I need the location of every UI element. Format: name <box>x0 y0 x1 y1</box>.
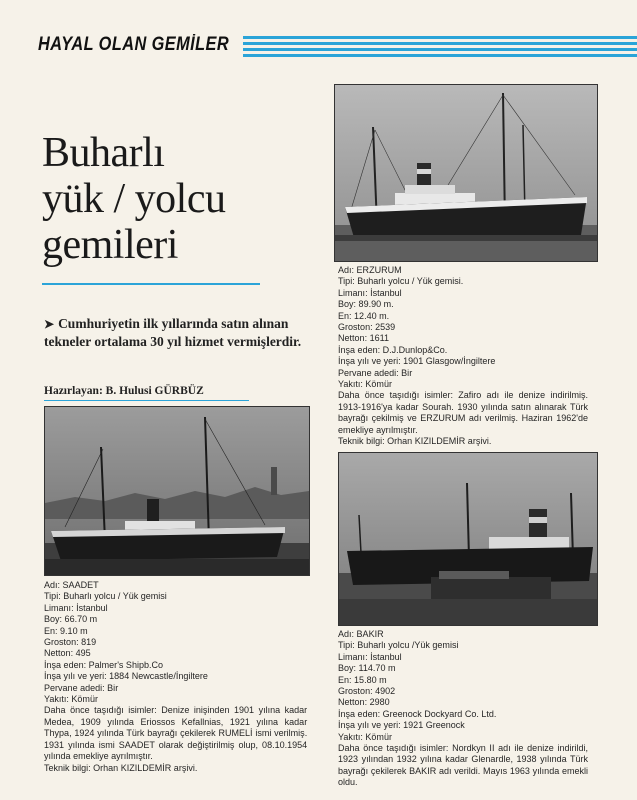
erzurum-port: Limanı: İstanbul <box>338 287 402 299</box>
saadet-net-tonnage: Netton: 495 <box>44 648 91 660</box>
photo-bakir <box>338 452 598 626</box>
bakir-type: Tipi: Buharlı yolcu /Yük gemisi <box>338 640 459 652</box>
article-lead <box>44 315 306 350</box>
saadet-beam: En: 9.10 m <box>44 625 88 637</box>
bakir-gross-tonnage: Groston: 4902 <box>338 686 396 698</box>
erzurum-net-tonnage: Netton: 1611 <box>338 333 389 345</box>
title-line-1: Buharlı <box>42 130 165 176</box>
title-line-2: yük / yolcu <box>42 176 226 222</box>
erzurum-length: Boy: 89.90 m. <box>338 299 394 311</box>
erzurum-propellers: Pervane adedi: Bir <box>338 367 413 379</box>
saadet-build-year: İnşa yılı ve yeri: 1884 Newcastle/İngiltere <box>44 671 208 683</box>
erzurum-beam: En: 12.40 m. <box>338 310 390 322</box>
saadet-length: Boy: 66.70 m <box>44 614 98 626</box>
erzurum-history: Daha önce taşıdığı isimler: Zafiro adı ile denize indirilmiş. 1913-1916'ya kadar Sourah. 1930 yılında satın alınarak Türk bayrağı çekilmiş ve ERZURUM adı verilmiş. Haziran 1962'de emekliye ayrılmıştır. <box>338 390 589 436</box>
photo-saadet <box>44 406 310 576</box>
article-title <box>42 130 312 268</box>
title-line-3: gemileri <box>42 222 178 268</box>
section-title: HAYAL OLAN GEMİLER <box>38 34 230 55</box>
saadet-fuel: Yakıtı: Kömür <box>44 694 98 706</box>
erzurum-gross-tonnage: Groston: 2539 <box>338 322 396 334</box>
header-stripes <box>243 36 637 58</box>
bakir-fuel: Yakıtı: Kömür <box>338 731 392 743</box>
saadet-history: Daha önce taşıdığı isimler: Denize inişinden 1901 yılına kadar Medea, 1909 yılında Eriossos Kefallnias, 1921 yılına kadar Thypa, 1924 yılında Türk bayrağı çekilerek RUMELİ ismi verilmiş. 1931 yılında ismi SAADET olarak değiştirilmiş olup, 08.10.1954 yılında emekliye ayrılmıştır. <box>44 705 308 763</box>
arrow-icon: ➤ <box>44 317 55 331</box>
bakir-history: Daha önce taşıdığı isimler: Nordkyn II adı ile denize indirildi, 1923 yılından 1932 yılına kadar Glenardle, 1938 yılında Türk bayrağı çekilerek BAKIR adı verildi. Mayıs 1963 yılında emekli oldu. <box>338 743 589 789</box>
saadet-type: Tipi: Buharlı yolcu / Yük gemisi <box>44 591 167 603</box>
saadet-port: Limanı: İstanbul <box>44 602 108 614</box>
saadet-credit: Teknik bilgi: Orhan KIZILDEMİR arşivi. <box>44 762 198 774</box>
caption-bakir <box>338 629 588 789</box>
saadet-gross-tonnage: Groston: 819 <box>44 637 97 649</box>
section-header <box>38 30 637 70</box>
caption-erzurum <box>338 265 588 448</box>
photo-erzurum <box>334 84 598 262</box>
erzurum-fuel: Yakıtı: Kömür <box>338 379 392 391</box>
bakir-beam: En: 15.80 m <box>338 674 387 686</box>
caption-saadet <box>44 580 307 774</box>
bakir-length: Boy: 114.70 m <box>338 663 396 675</box>
bakir-build-year: İnşa yılı ve yeri: 1921 Greenock <box>338 720 465 732</box>
saadet-name: Adı: SAADET <box>44 580 99 591</box>
lead-text: Cumhuriyetin ilk yıllarında satın alınan tekneler ortalama 30 yıl hizmet vermişlerdir. <box>44 316 302 349</box>
byline: Hazırlayan: B. Hulusi GÜRBÜZ <box>44 385 204 397</box>
saadet-propellers: Pervane adedi: Bir <box>44 682 119 694</box>
erzurum-builder: İnşa eden: D.J.Dunlop&Co. <box>338 344 448 356</box>
bakir-builder: İnşa eden: Greenock Dockyard Co. Ltd. <box>338 708 497 720</box>
saadet-builder: İnşa eden: Palmer's Shipb.Co <box>44 659 164 671</box>
title-rule <box>42 283 260 285</box>
erzurum-type: Tipi: Buharlı yolcu / Yük gemisi. <box>338 276 464 288</box>
erzurum-credit: Teknik bilgi: Orhan KIZILDEMİR arşivi. <box>338 436 492 448</box>
bakir-name: Adı: BAKIR <box>338 629 384 640</box>
erzurum-name: Adı: ERZURUM <box>338 265 402 276</box>
erzurum-build-year: İnşa yılı ve yeri: 1901 Glasgow/İngiltere <box>338 356 496 368</box>
bakir-port: Limanı: İstanbul <box>338 651 402 663</box>
bakir-net-tonnage: Netton: 2980 <box>338 697 390 709</box>
byline-rule <box>44 400 249 401</box>
